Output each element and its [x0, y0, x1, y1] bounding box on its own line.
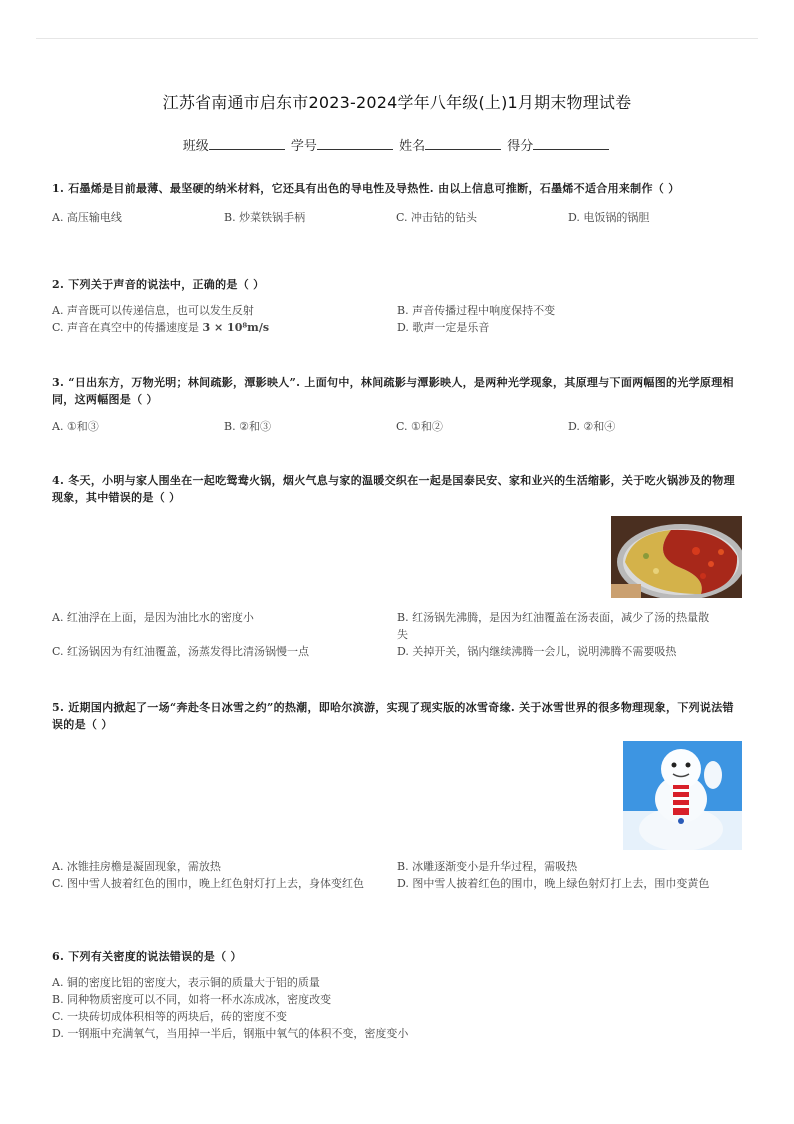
option-d[interactable]: D. 关掉开关，锅内继续沸腾一会儿，说明沸腾不需要吸热	[397, 645, 677, 658]
option-c[interactable]	[52, 875, 397, 892]
option-b[interactable]: B. 炒菜铁锅手柄	[224, 211, 306, 224]
option-d-text: D. 图中雪人披着红色的围巾，晚上绿色射灯打上去，围巾变黄色	[397, 877, 710, 890]
option-c[interactable]: C. ①和②	[396, 420, 443, 433]
option-a[interactable]: A. 铜的密度比铝的密度大，表示铜的质量大于铝的质量	[52, 976, 320, 989]
hotpot-illustration	[611, 516, 742, 598]
option-d[interactable]: D. 歌声一定是乐音	[397, 321, 490, 334]
option-b[interactable]: B. 声音传播过程中响度保持不变	[397, 304, 556, 317]
student-info-line	[0, 135, 794, 154]
option-c[interactable]: C. 一块砖切成体积相等的两块后，砖的密度不变	[52, 1010, 288, 1023]
options	[52, 974, 742, 1042]
question-1	[52, 180, 742, 226]
question-stem: 1. 石墨烯是目前最薄、最坚硬的纳米材料，它还具有出色的导电性及导热性. 由以上信息可推断，石墨烯不适合用来制作（ ）	[52, 182, 680, 195]
page-title: 江苏省南通市启东市2023-2024学年八年级(上)1月期末物理试卷	[162, 93, 632, 112]
question-stem: 6. 下列有关密度的说法错误的是（ ）	[52, 950, 242, 963]
question-stem: 5. 近期国内掀起了一场“奔赴冬日冰雪之约”的热潮，即哈尔滨游，实现了现实版的冰雪奇缘. 关于冰雪世界的很多物理现象，下列说法错误的是（ ）	[52, 701, 734, 731]
question-stem: 2. 下列关于声音的说法中，正确的是（ ）	[52, 278, 265, 291]
option-b[interactable]	[397, 609, 742, 643]
speed-formula: 3 × 10⁸m/s	[202, 321, 270, 334]
option-b[interactable]: B. 冰雕逐渐变小是升华过程，需吸热	[397, 860, 578, 873]
snowman-illustration	[623, 741, 742, 850]
option-b-text: B. 红汤锅先沸腾，是因为红油覆盖在汤表面，减少了汤的热量散失	[397, 611, 710, 641]
option-c[interactable]: C. 冲击钻的钻头	[396, 211, 478, 224]
option-a[interactable]: A. 红油浮在上面，是因为油比水的密度小	[52, 611, 254, 624]
option-b[interactable]: B. ②和③	[224, 420, 271, 433]
option-d[interactable]	[397, 875, 742, 892]
name-blank[interactable]	[425, 139, 501, 150]
options	[52, 302, 742, 336]
options	[52, 418, 742, 435]
class-label: 班级	[182, 139, 209, 154]
question-4	[52, 472, 742, 506]
option-a[interactable]: A. 声音既可以传递信息，也可以发生反射	[52, 304, 254, 317]
class-blank[interactable]	[209, 139, 285, 150]
option-a[interactable]: A. 冰锥挂房檐是凝固现象，需放热	[52, 860, 221, 873]
question-5-options	[52, 858, 742, 892]
student-id-label: 学号	[290, 139, 317, 154]
option-a[interactable]: A. 高压输电线	[52, 211, 122, 224]
options	[52, 209, 742, 226]
options	[52, 858, 742, 892]
question-stem: 4. 冬天，小明与家人围坐在一起吃鸳鸯火锅，烟火气息与家的温暖交织在一起是国泰民安、家和业兴的生活缩影，关于吃火锅涉及的物理现象，其中错误的是（ ）	[52, 474, 735, 504]
option-c-text: C. 声音在真空中的传播速度是	[52, 321, 200, 334]
question-4-options	[52, 609, 742, 660]
question-3	[52, 374, 742, 435]
option-d[interactable]: D. 一钢瓶中充满氧气，当用掉一半后，钢瓶中氧气的体积不变，密度变小	[52, 1027, 409, 1040]
options	[52, 609, 742, 660]
question-6	[52, 948, 742, 1042]
question-2	[52, 276, 742, 336]
score-blank[interactable]	[533, 139, 609, 150]
header-rule	[36, 38, 758, 39]
option-a[interactable]: A. ①和③	[52, 420, 99, 433]
option-c[interactable]	[52, 319, 397, 336]
name-label: 姓名	[399, 139, 426, 154]
option-d[interactable]: D. ②和④	[568, 420, 616, 433]
question-stem: 3. “日出东方，万物光明；林间疏影，潭影映人”. 上面句中，林间疏影与潭影映人，是两种光学现象，其原理与下面两幅图的光学原理相同，这两幅图是（ ）	[52, 376, 734, 406]
option-c-text: C. 图中雪人披着红色的围巾，晚上红色射灯打上去，身体变红色	[52, 877, 365, 890]
hotpot-image	[611, 516, 742, 598]
snowman-image	[623, 741, 742, 850]
score-label: 得分	[507, 139, 534, 154]
option-d[interactable]: D. 电饭锅的锅胆	[568, 211, 650, 224]
option-c[interactable]: C. 红汤锅因为有红油覆盖，汤蒸发得比清汤锅慢一点	[52, 645, 310, 658]
question-5	[52, 699, 742, 733]
option-b[interactable]: B. 同种物质密度可以不同，如将一杯水冻成冰，密度改变	[52, 993, 332, 1006]
student-id-blank[interactable]	[317, 139, 393, 150]
